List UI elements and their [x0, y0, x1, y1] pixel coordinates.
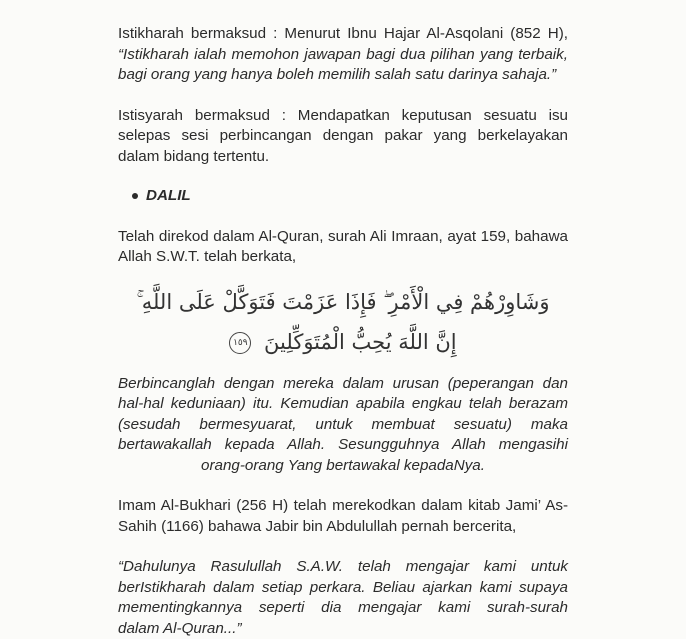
bullet-icon: [132, 193, 138, 199]
translation-line: orang-orang Yang bertawakal kepadaNya.: [118, 456, 568, 477]
paragraph-bukhari: Imam Al-Bukhari (256 H) telah merekodkan dalam kitab Jami’ As-Sahih (1166) bahawa Jabir bin Abdulullah pernah bercerita,: [118, 496, 568, 537]
hadith-line: dalam Al-Quran...”: [118, 619, 568, 639]
translation-line: (sesudah bermesyuarat, untuk membuat sesuatu) maka: [118, 415, 568, 436]
hadith-line: berIstikharah dalam setiap perkara. Beliau ajarkan kami supaya: [118, 578, 568, 599]
heading-text: DALIL: [146, 186, 191, 207]
arabic-line-2-text: إِنَّ اللَّهَ يُحِبُّ الْمُتَوَكِّلِينَ: [264, 330, 457, 354]
hadith-line: “Dahulunya Rasulullah S.A.W. telah mengajar kami untuk: [118, 557, 568, 578]
translation-line: Berbincanglah dengan mereka dalam urusan (peperangan dan: [118, 374, 568, 395]
istikharah-definition: Istikharah bermaksud : Menurut Ibnu Hajar Al-Asqolani (852 H),: [118, 25, 568, 42]
ayah-number-icon: ١٥٩: [229, 332, 251, 354]
translation-line: bertawakallah kepada Allah. Sesungguhnya Allah mengasihi: [118, 435, 568, 456]
section-heading: [118, 186, 568, 207]
arabic-verse: [118, 282, 568, 362]
translation-line: hal-hal keduniaan) itu. Kemudian apabila engkau telah berazam: [118, 394, 568, 415]
hadith-line: mementingkannya seperti dia mengajar kami surah-surah: [118, 598, 568, 619]
paragraph-istisyarah: Istisyarah bermaksud : Mendapatkan keputusan sesuatu isu selepas sesi perbincangan dengan pakar yang berkelayakan dalam bidang tertentu.: [118, 106, 568, 168]
arabic-line-1: وَشَاوِرْهُمْ فِي الْأَمْرِ ۖ فَإِذَا عَزَمْتَ فَتَوَكَّلْ عَلَى اللَّهِ ۚ: [118, 282, 568, 322]
paragraph-istikharah: [118, 24, 568, 86]
istikharah-quote: “Istikharah ialah memohon jawapan bagi dua pilihan yang terbaik, bagi orang yang hanya boleh memilih salah satu darinya sahaja.”: [118, 46, 568, 84]
arabic-line-2: [118, 322, 568, 362]
verse-translation: [118, 374, 568, 477]
document-page: [118, 24, 568, 639]
paragraph-quran-intro: Telah direkod dalam Al-Quran, surah Ali Imraan, ayat 159, bahawa Allah S.W.T. telah berkata,: [118, 227, 568, 268]
hadith-quote: [118, 557, 568, 639]
